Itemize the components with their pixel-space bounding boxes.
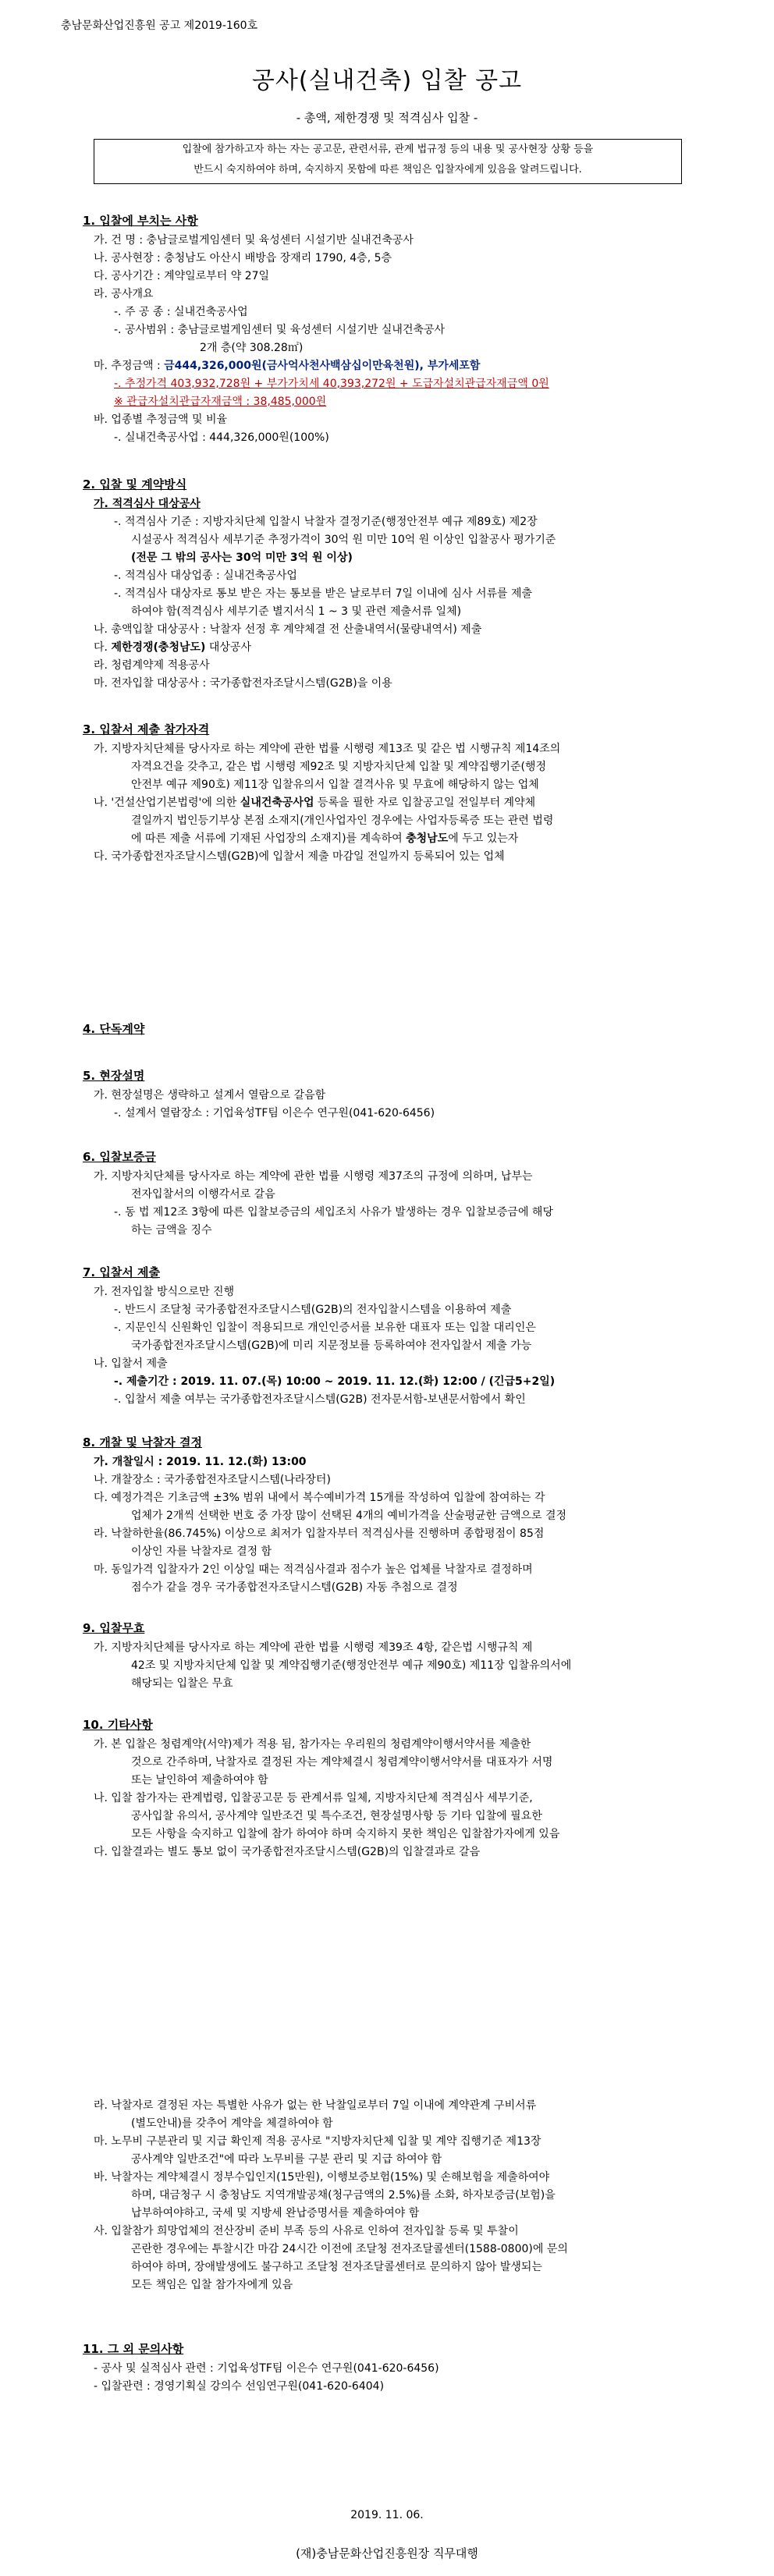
section-heading: 4. 단독계약 bbox=[83, 1022, 145, 1036]
item: 결일까지 법인등기부상 본점 소재지(개인사업자인 경우에는 사업자등록증 또는 관련 법령 bbox=[131, 814, 554, 827]
item: 가. 지방자치단체를 당사자로 하는 계약에 관한 법률 시행령 제13조 및 같은 법 시행규칙 제14조의 bbox=[94, 743, 561, 755]
section-7 bbox=[83, 1264, 723, 1409]
item: 나. 총액입찰 대상공사 : 낙찰자 선정 후 계약체결 전 산출내역서(물량내역서) 제출 bbox=[94, 623, 482, 636]
section-6 bbox=[83, 1148, 723, 1240]
item: 곤란한 경우에는 투찰시간 마감 24시간 이전에 조달청 전자조달콜센터(1588-0800)에 문의 bbox=[131, 2243, 568, 2255]
item: 안전부 예규 제90호) 제11장 입찰유의서 입찰 결격사유 및 무효에 해당하지 않는 업체 bbox=[131, 779, 539, 791]
label: 다. bbox=[94, 641, 112, 654]
section-heading: 1. 입찰에 부치는 사항 bbox=[83, 214, 198, 228]
section-5 bbox=[83, 1067, 723, 1123]
item: 라. 낙찰자로 결정된 자는 특별한 사유가 없는 한 낙찰일로부터 7일 이내에 계약관계 구비서류 bbox=[94, 2099, 537, 2112]
item: 하여야 하며, 장애발생에도 불구하고 조달청 전자조달콜센터로 문의하지 않아 발생되는 bbox=[131, 2261, 542, 2273]
item: 또는 날인하여 제출하여야 함 bbox=[131, 1774, 268, 1787]
item: 가. 지방자치단체를 당사자로 하는 계약에 관한 법률 시행령 제39조 4항, 같은법 시행규칙 제 bbox=[94, 1641, 533, 1654]
item: 라. 공사개요 bbox=[94, 288, 154, 300]
label: 에 두고 있는자 bbox=[448, 832, 519, 845]
item: 나. 입찰 참가자는 관계법령, 입찰공고문 등 관계서류 일체, 지방자치단체 적격심사 세부기준, bbox=[94, 1792, 533, 1804]
item: 가. 본 입찰은 청렴계약(서약)제가 적용 됨, 참가자는 우리원의 청렴계약이행서약서를 제출한 bbox=[94, 1738, 531, 1751]
item: -. 실내건축공사업 : 444,326,000원(100%) bbox=[114, 431, 329, 444]
item: -. 반드시 조달청 국가종합전자조달시스템(G2B)의 전자입찰시스템을 이용하여 제출 bbox=[114, 1304, 512, 1316]
item: 이상인 자를 낙찰자로 결정 함 bbox=[131, 1545, 272, 1558]
section-1 bbox=[83, 212, 723, 447]
section-10-continued bbox=[83, 2097, 723, 2294]
item: 라. 낙찰하한율(86.745%) 이상으로 최저가 입찰자부터 적격심사를 진행하며 종합평점이 85점 bbox=[94, 1528, 545, 1540]
item: (전문 그 밖의 공사는 30억 미만 3억 원 이상) bbox=[131, 552, 353, 564]
item: 가. 지방자치단체를 당사자로 하는 계약에 관한 법률 시행령 제37조의 규정에 의하며, 납부는 bbox=[94, 1170, 533, 1183]
region: 충청남도 bbox=[406, 832, 449, 845]
license-type: 실내건축공사업 bbox=[240, 797, 314, 809]
item: 하는 금액을 징수 bbox=[131, 1224, 212, 1237]
opening-datetime: 가. 개찰일시 : 2019. 11. 12.(화) 13:00 bbox=[94, 1456, 307, 1468]
section-heading: 10. 기타사항 bbox=[83, 1718, 153, 1732]
item: 바. 낙찰자는 계약체결시 정부수입인지(15만원), 이행보증보험(15%) 및 손해보험을 제출하여야 bbox=[94, 2171, 550, 2184]
item: 다. 예정가격은 기초금액 ±3% 범위 내에서 복수예비가격 15개를 작성하여 입찰에 참여하는 각 bbox=[94, 1492, 545, 1504]
item: 하여야 함(적격심사 세부기준 별지서식 1 ~ 3 및 관련 제출서류 일체) bbox=[131, 605, 462, 618]
item: -. 적격심사 대상업종 : 실내건축공사업 bbox=[114, 569, 297, 582]
item bbox=[83, 794, 723, 812]
label: 마. 추정금액 : bbox=[94, 360, 165, 372]
section-2 bbox=[83, 476, 723, 693]
notice-number: 충남문화산업진흥원 공고 제2019-160호 bbox=[61, 20, 258, 32]
item: ※ 관급자설치관급자재금액 : 38,485,000원 bbox=[114, 396, 327, 408]
item: 하며, 대금청구 시 충청남도 지역개발공채(청구금액의 2.5%)를 소화, 하자보증금(보험)을 bbox=[131, 2189, 556, 2202]
section-3 bbox=[83, 721, 723, 866]
item: 다. 국가종합전자조달시스템(G2B)에 입찰서 제출 마감일 전일까지 등록되어 있는 업체 bbox=[94, 850, 505, 863]
section-heading: 9. 입찰무효 bbox=[83, 1621, 145, 1635]
section-4 bbox=[83, 1020, 723, 1040]
item: -. 주 공 종 : 실내건축공사업 bbox=[114, 306, 248, 318]
item: 42조 및 지방자치단체 입찰 및 계약집행기준(행정안전부 예규 제90호) 제11장 입찰유의서에 bbox=[131, 1659, 572, 1672]
item: 바. 업종별 추정금액 및 비율 bbox=[94, 413, 228, 426]
item: 공사계약 일반조건"에 따라 노무비를 구분 관리 및 지급 하여야 함 bbox=[131, 2153, 442, 2166]
section-heading: 6. 입찰보증금 bbox=[83, 1150, 156, 1164]
item: 2개 층(약 308.28㎡) bbox=[200, 342, 304, 354]
item: 전자입찰서의 이행각서로 갈음 bbox=[131, 1188, 275, 1201]
item: 시설공사 적격심사 세부기준 추정가격이 30억 원 미만 10억 원 이상인 입찰공사 평가기준 bbox=[131, 534, 556, 546]
signature: (재)충남문화산업진흥원장 직무대행 bbox=[296, 2546, 478, 2560]
item: 공사입찰 유의서, 공사계약 일반조건 및 특수조건, 현장설명사항 등 기타 입찰에 필요한 bbox=[131, 1810, 542, 1822]
item: 나. 공사현장 : 충청남도 아산시 배방읍 장재리 1790, 4층, 5층 bbox=[94, 252, 392, 264]
item: -. 설계서 열람장소 : 기업육성TF팀 이은수 연구원(041-620-6456) bbox=[114, 1107, 435, 1119]
item: -. 추정가격 403,932,728원 + 부가가치세 40,393,272원 + 도급자설치관급자재금액 0원 bbox=[114, 378, 549, 390]
item bbox=[83, 357, 723, 375]
item: 국가종합전자조달시스템(G2B)에 미리 지문정보를 등록하여야 전자입찰서 제출 가능 bbox=[131, 1339, 532, 1352]
section-heading: 3. 입찰서 제출 참가자격 bbox=[83, 722, 210, 736]
notice-box bbox=[94, 139, 682, 184]
item: 가. 전자입찰 방식으로만 진행 bbox=[94, 1286, 235, 1298]
submission-period: -. 제출기간 : 2019. 11. 07.(목) 10:00 ~ 2019. 11. 12.(화) 12:00 / (긴급5+2일) bbox=[114, 1375, 556, 1388]
item: 가. 현장설명은 생략하고 설계서 열람으로 갈음함 bbox=[94, 1089, 326, 1102]
item: -. 적격심사 대상자로 통보 받은 자는 통보를 받은 날로부터 7일 이내에 심사 서류를 제출 bbox=[114, 587, 533, 600]
item bbox=[83, 830, 723, 848]
page-subtitle: - 총액, 제한경쟁 및 적격심사 입찰 - bbox=[296, 111, 478, 125]
item: 가. 적격심사 대상공사 bbox=[94, 498, 201, 510]
section-10 bbox=[83, 1716, 723, 1861]
label: 대상공사 bbox=[205, 641, 251, 654]
estimated-amount: 금444,326,000원(금사억사천사백삼십이만육천원), 부가세포함 bbox=[164, 360, 481, 372]
item: 마. 노무비 구분관리 및 지급 확인제 적용 공사로 "지방자치단체 입찰 및 계약 집행기준 제13장 bbox=[94, 2135, 541, 2148]
section-heading: 11. 그 외 문의사항 bbox=[83, 2342, 184, 2356]
item: 납부하여야하고, 국세 및 지방세 완납증명서를 제출하여야 함 bbox=[131, 2207, 420, 2219]
item: - 입찰관련 : 경영기획실 강의수 선임연구원(041-620-6404) bbox=[94, 2380, 385, 2393]
item: 자격요건을 갖추고, 같은 법 시행령 제92조 및 지방자치단체 입찰 및 계약집행기준(행정 bbox=[131, 761, 547, 773]
section-8 bbox=[83, 1434, 723, 1597]
item: -. 적격심사 기준 : 지방자치단체 입찰시 낙찰자 결정기준(행정안전부 예규 제89호) 제2장 bbox=[114, 516, 538, 528]
section-heading: 8. 개찰 및 낙찰자 결정 bbox=[83, 1435, 202, 1449]
label: 등록을 필한 자로 입찰공고일 전일부터 계약체 bbox=[314, 797, 536, 809]
item: 사. 입찰참가 희망업체의 전산장비 준비 부족 등의 사유로 인하여 전자입찰 등록 및 투찰이 bbox=[94, 2225, 519, 2237]
item bbox=[83, 639, 723, 657]
notice-line: 반드시 숙지하여야 하며, 숙지하지 못함에 따른 책임은 입찰자에게 있음을 알려드립니다. bbox=[194, 164, 582, 176]
item: 마. 동일가격 입찰자가 2인 이상일 때는 적격심사결과 점수가 높은 업체를 낙찰자로 결정하며 bbox=[94, 1563, 533, 1576]
section-heading: 5. 현장설명 bbox=[83, 1069, 145, 1083]
section-heading: 7. 입찰서 제출 bbox=[83, 1265, 161, 1279]
item: -. 공사범위 : 충남글로벌게임센터 및 육성센터 시설기반 실내건축공사 bbox=[114, 324, 446, 336]
section-heading: 2. 입찰 및 계약방식 bbox=[83, 477, 187, 491]
item: 가. 건 명 : 충남글로벌게임센터 및 육성센터 시설기반 실내건축공사 bbox=[94, 234, 414, 247]
item: 해당되는 입찰은 무효 bbox=[131, 1677, 233, 1690]
notice-line: 입찰에 참가하고자 하는 자는 공고문, 관련서류, 관계 법규정 등의 내용 및 공사현장 상황 등을 bbox=[182, 144, 594, 155]
section-9 bbox=[83, 1620, 723, 1693]
item: -. 입찰서 제출 여부는 국가종합전자조달시스템(G2B) 전자문서함-보낸문서함에서 확인 bbox=[114, 1393, 526, 1406]
item: 나. 개찰장소 : 국가종합전자조달시스템(나라장터) bbox=[94, 1474, 331, 1486]
label: 에 따른 제출 서류에 기재된 사업장의 소재지)를 계속하여 bbox=[131, 832, 407, 845]
item: 나. 입찰서 제출 bbox=[94, 1357, 168, 1370]
item: 것으로 간주하며, 낙찰자로 결정된 자는 계약체결시 청렴계약이행서약서를 대표자가 서명 bbox=[131, 1756, 553, 1769]
item: - 공사 및 실적심사 관련 : 기업육성TF팀 이은수 연구원(041-620-6456) bbox=[94, 2362, 439, 2375]
item: 다. 공사기간 : 계약일로부터 약 27일 bbox=[94, 270, 270, 282]
item: 라. 청렴계약제 적용공사 bbox=[94, 659, 210, 672]
item: 모든 사항을 숙지하고 입찰에 참가 하여야 하며 숙지하지 못한 책임은 입찰참가자에게 있음 bbox=[131, 1828, 560, 1840]
item: -. 동 법 제12조 3항에 따른 입찰보증금의 세입조치 사유가 발생하는 경우 입찰보증금에 해당 bbox=[114, 1206, 553, 1219]
label: 나. '건설산업기본법령'에 의한 bbox=[94, 797, 240, 809]
item: 마. 전자입찰 대상공사 : 국가종합전자조달시스템(G2B)을 이용 bbox=[94, 677, 392, 690]
item: 다. 입찰결과는 별도 통보 없이 국가종합전자조달시스템(G2B)의 입찰결과로 갈음 bbox=[94, 1846, 481, 1858]
section-11 bbox=[83, 2340, 723, 2396]
item: (별도안내)를 갖추어 계약을 체결하여야 함 bbox=[131, 2117, 333, 2130]
item: -. 지문인식 신원확인 입찰이 적용되므로 개인인증서를 보유한 대표자 또는 입찰 대리인은 bbox=[114, 1322, 536, 1334]
item: 모든 책임은 입찰 참가자에게 있음 bbox=[131, 2279, 293, 2291]
item: 업체가 2개씩 선택한 번호 중 가장 많이 선택된 4개의 예비가격을 산술평균한 금액으로 결정 bbox=[131, 1510, 567, 1522]
page-title: 공사(실내건축) 입찰 공고 bbox=[251, 67, 523, 94]
notice-date: 2019. 11. 06. bbox=[350, 2509, 424, 2521]
restricted-region: 제한경쟁(충청남도) bbox=[111, 641, 206, 654]
item: 점수가 같을 경우 국가종합전자조달시스템(G2B) 자동 추첨으로 결정 bbox=[131, 1581, 458, 1594]
